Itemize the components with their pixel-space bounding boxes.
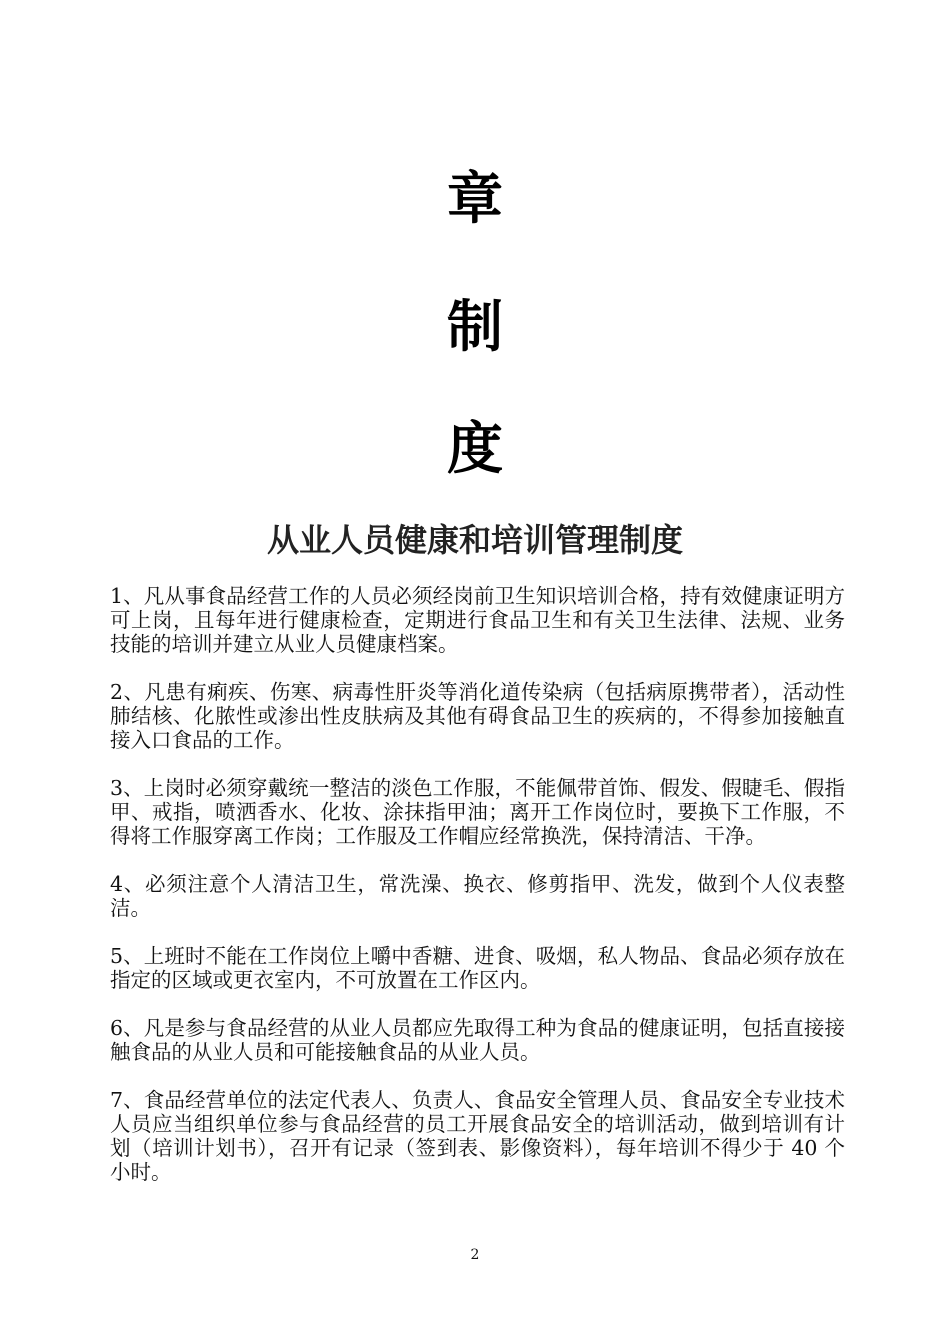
document-title: 从业人员健康和培训管理制度 — [266, 521, 683, 559]
rule-item-3: 3、上岗时必须穿戴统一整洁的淡色工作服，不能佩带首饰、假发、假睫毛、假指甲、戒指，喷洒香水、化妆、涂抹指甲油；离开工作岗位时，要换下工作服，不得将工作服穿离工作岗；工作服及工作帽应经常换洗，保持清洁、干净。 — [110, 776, 845, 848]
heading-char-2: 制 — [447, 295, 503, 360]
rule-item-4: 4、必须注意个人清洁卫生，常洗澡、换衣、修剪指甲、洗发，做到个人仪表整洁。 — [110, 872, 845, 920]
page-number: 2 — [470, 1247, 480, 1263]
rule-item-2: 2、凡患有痢疾、伤寒、病毒性肝炎等消化道传染病（包括病原携带者），活动性肺结核、化脓性或渗出性皮肤病及其他有碍食品卫生的疾病的，不得参加接触直接入口食品的工作。 — [110, 680, 845, 752]
heading-char-1: 章 — [447, 167, 503, 232]
rules-list — [110, 584, 845, 1208]
rule-item-1: 1、凡从事食品经营工作的人员必须经岗前卫生知识培训合格，持有效健康证明方可上岗，且每年进行健康检查，定期进行食品卫生和有关卫生法律、法规、业务技能的培训并建立从业人员健康档案。 — [110, 584, 845, 656]
heading-char-3: 度 — [447, 417, 503, 482]
rule-item-7: 7、食品经营单位的法定代表人、负责人、食品安全管理人员、食品安全专业技术人员应当组织单位参与食品经营的员工开展食品安全的培训活动，做到培训有计划（培训计划书），召开有记录（签到表、影像资料），每年培训不得少于 40 个小时。 — [110, 1088, 845, 1184]
rule-item-5: 5、上班时不能在工作岗位上嚼中香糖、进食、吸烟，私人物品、食品必须存放在指定的区域或更衣室内，不可放置在工作区内。 — [110, 944, 845, 992]
rule-item-6: 6、凡是参与食品经营的从业人员都应先取得工种为食品的健康证明，包括直接接触食品的从业人员和可能接触食品的从业人员。 — [110, 1016, 845, 1064]
